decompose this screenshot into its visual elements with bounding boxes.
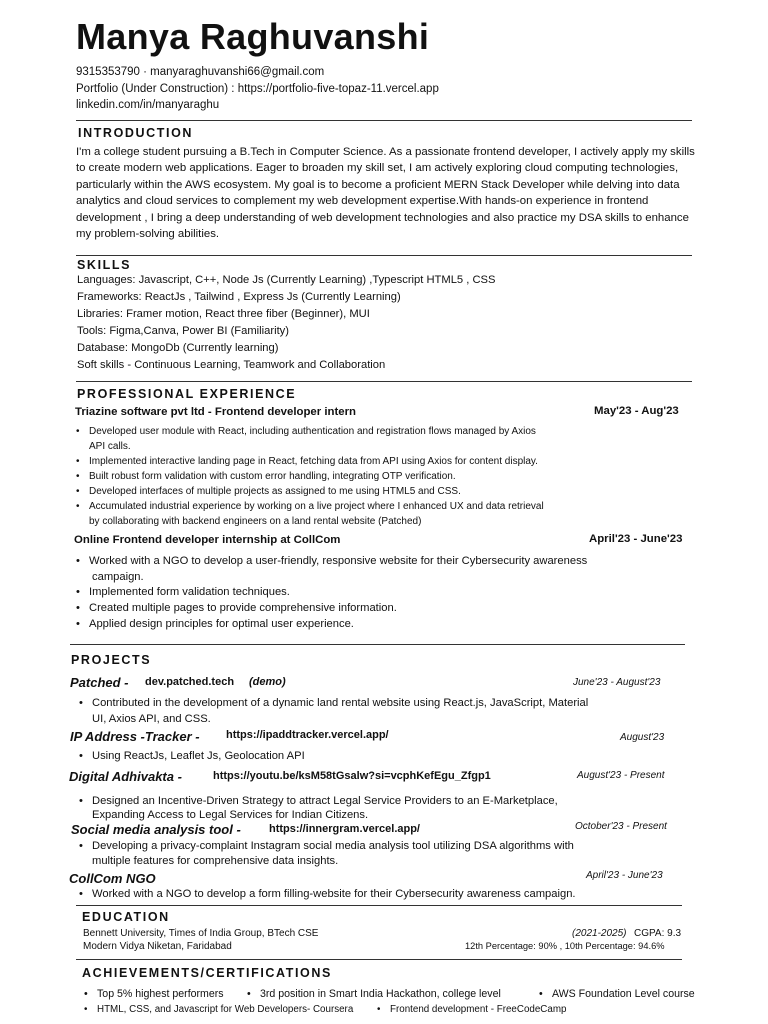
job-bullet: • Implemented form validation techniques. <box>89 584 290 600</box>
project-bullet: • Using ReactJs, Leaflet Js, Geolocation API <box>92 748 305 764</box>
divider <box>76 905 682 906</box>
project-dates: August'23 <box>620 732 665 743</box>
project-link[interactable]: dev.patched.tech <box>145 676 235 688</box>
education-percentages: 12th Percentage: 90% , 10th Percentage: 94.6% <box>465 941 665 951</box>
education-years: (2021-2025) <box>572 928 627 939</box>
project-title: Digital Adhivakta - <box>69 769 182 784</box>
project-bullet-continuation: Expanding Access to Legal Services for Indian Citizens. <box>92 809 369 821</box>
project-title: CollCom NGO <box>69 871 156 886</box>
divider <box>76 959 682 960</box>
job-bullet-continuation: campaign. <box>92 571 144 583</box>
project-bullet-continuation: UI, Axios API, and CSS. <box>92 713 211 725</box>
achievement-item: • 3rd position in Smart India Hackathon, college level <box>260 988 501 1000</box>
project-link[interactable]: https://youtu.be/ksM58tGsalw?si=vcphKefEgu_Zfgp1 <box>213 770 491 782</box>
project-link[interactable]: https://ipaddtracker.vercel.app/ <box>226 729 389 741</box>
achievement-item: • Top 5% highest performers <box>97 988 224 1000</box>
job-bullet: • Developed user module with React, including authentication and registration flows managed by Axios <box>89 424 536 439</box>
education-school: Modern Vidya Niketan, Faridabad <box>83 941 232 952</box>
job-dates: April'23 - June'23 <box>589 533 683 545</box>
skills-languages: Languages: Javascript, C++, Node Js (Currently Learning) ,Typescript HTML5 , CSS <box>77 274 496 286</box>
project-bullet: • Worked with a NGO to develop a form filling-website for their Cybersecurity awareness campaign. <box>92 886 576 902</box>
project-demo-label: (demo) <box>249 676 286 688</box>
project-dates: June'23 - August'23 <box>573 677 661 688</box>
job-bullet: • Built robust form validation with custom error handling, integrating OTP verification. <box>89 469 456 484</box>
job-dates: May'23 - Aug'23 <box>594 405 679 417</box>
job-title: Online Frontend developer internship at CollCom <box>74 534 341 546</box>
skills-heading: SKILLS <box>77 258 132 272</box>
skills-soft: Soft skills - Continuous Learning, Teamwork and Collaboration <box>77 359 386 371</box>
achievement-item: • HTML, CSS, and Javascript for Web Developers- Coursera <box>97 1004 353 1015</box>
education-heading: EDUCATION <box>82 910 170 924</box>
job-bullet: • Worked with a NGO to develop a user-friendly, responsive website for their Cybersecurity awareness <box>89 553 587 569</box>
job-bullet: • Implemented interactive landing page in React, fetching data from API using Axios for content display. <box>89 454 538 469</box>
education-university: Bennett University, Times of India Group, BTech CSE <box>83 928 319 939</box>
skills-database: Database: MongoDb (Currently learning) <box>77 342 279 354</box>
achievements-heading: ACHIEVEMENTS/CERTIFICATIONS <box>82 966 332 980</box>
project-bullet: • Developing a privacy-complaint Instagram social media analysis tool utilizing DSA algorithms with <box>92 838 574 854</box>
achievement-item: • Frontend development - FreeCodeCamp <box>390 1004 566 1015</box>
divider <box>76 120 692 121</box>
job-bullet: • Applied design principles for optimal user experience. <box>89 616 354 632</box>
experience-heading: PROFESSIONAL EXPERIENCE <box>77 387 297 401</box>
job-bullet-continuation: API calls. <box>89 441 131 452</box>
contact-phone-email: 9315353790 · manyaraghuvanshi66@gmail.com <box>76 66 325 78</box>
skills-libraries: Libraries: Framer motion, React three fiber (Beginner), MUI <box>77 308 370 320</box>
skills-tools: Tools: Figma,Canva, Power BI (Familiarity) <box>77 325 289 337</box>
introduction-heading: INTRODUCTION <box>78 126 194 140</box>
project-bullet: • Designed an Incentive-Driven Strategy to attract Legal Service Providers to an E-Marketplace, <box>92 793 558 809</box>
divider <box>76 255 692 256</box>
skills-frameworks: Frameworks: ReactJs , Tailwind , Express Js (Currently Learning) <box>77 291 401 303</box>
project-dates: August'23 - Present <box>577 770 665 781</box>
project-title: Patched - <box>70 675 129 690</box>
project-title: IP Address -Tracker - <box>70 729 200 744</box>
portfolio-link[interactable]: Portfolio (Under Construction) : https://portfolio-five-topaz-11.vercel.app <box>76 83 439 95</box>
job-bullet: • Accumulated industrial experience by working on a live project where I enhanced UX and data retrieval <box>89 499 544 514</box>
project-link[interactable]: https://innergram.vercel.app/ <box>269 823 420 835</box>
education-cgpa: CGPA: 9.3 <box>634 928 682 939</box>
project-dates: April'23 - June'23 <box>586 870 663 881</box>
job-bullet: • Created multiple pages to provide comprehensive information. <box>89 600 397 616</box>
project-dates: October'23 - Present <box>575 821 667 832</box>
job-bullet: • Developed interfaces of multiple projects as assigned to me using HTML5 and CSS. <box>89 484 461 499</box>
project-bullet-continuation: multiple features for comprehensive data insights. <box>92 855 339 867</box>
divider <box>70 644 685 645</box>
project-title: Social media analysis tool - <box>71 822 241 837</box>
candidate-name: Manya Raghuvanshi <box>76 16 430 57</box>
job-bullet-continuation: by collaborating with backend engineers on a land rental website (Patched) <box>89 516 422 527</box>
achievement-item: • AWS Foundation Level course <box>552 988 695 1000</box>
divider <box>76 381 692 382</box>
introduction-text: I'm a college student pursuing a B.Tech in Computer Science. As a passionate frontend developer, I actively apply my skills to create modern web applications. Eager to broaden my skill set, I am actively exploring cloud computing technologies, particularly within the AWS ecosystem. My goal is to become a proficient MERN Stack Developer while delving into data analytics and cloud services to complement my web development expertise.With hands-on experience in frontend development , I bring a deep understanding of web development technologies and also practice my DSA skills to enhance my problem-solving abilities. <box>76 146 695 241</box>
project-bullet: • Contributed in the development of a dynamic land rental website using React.js, JavaScript, Material <box>92 695 588 711</box>
job-title: Triazine software pvt ltd - Frontend developer intern <box>75 406 357 418</box>
linkedin-link[interactable]: linkedin.com/in/manyaraghu <box>76 99 220 111</box>
projects-heading: PROJECTS <box>71 653 152 667</box>
